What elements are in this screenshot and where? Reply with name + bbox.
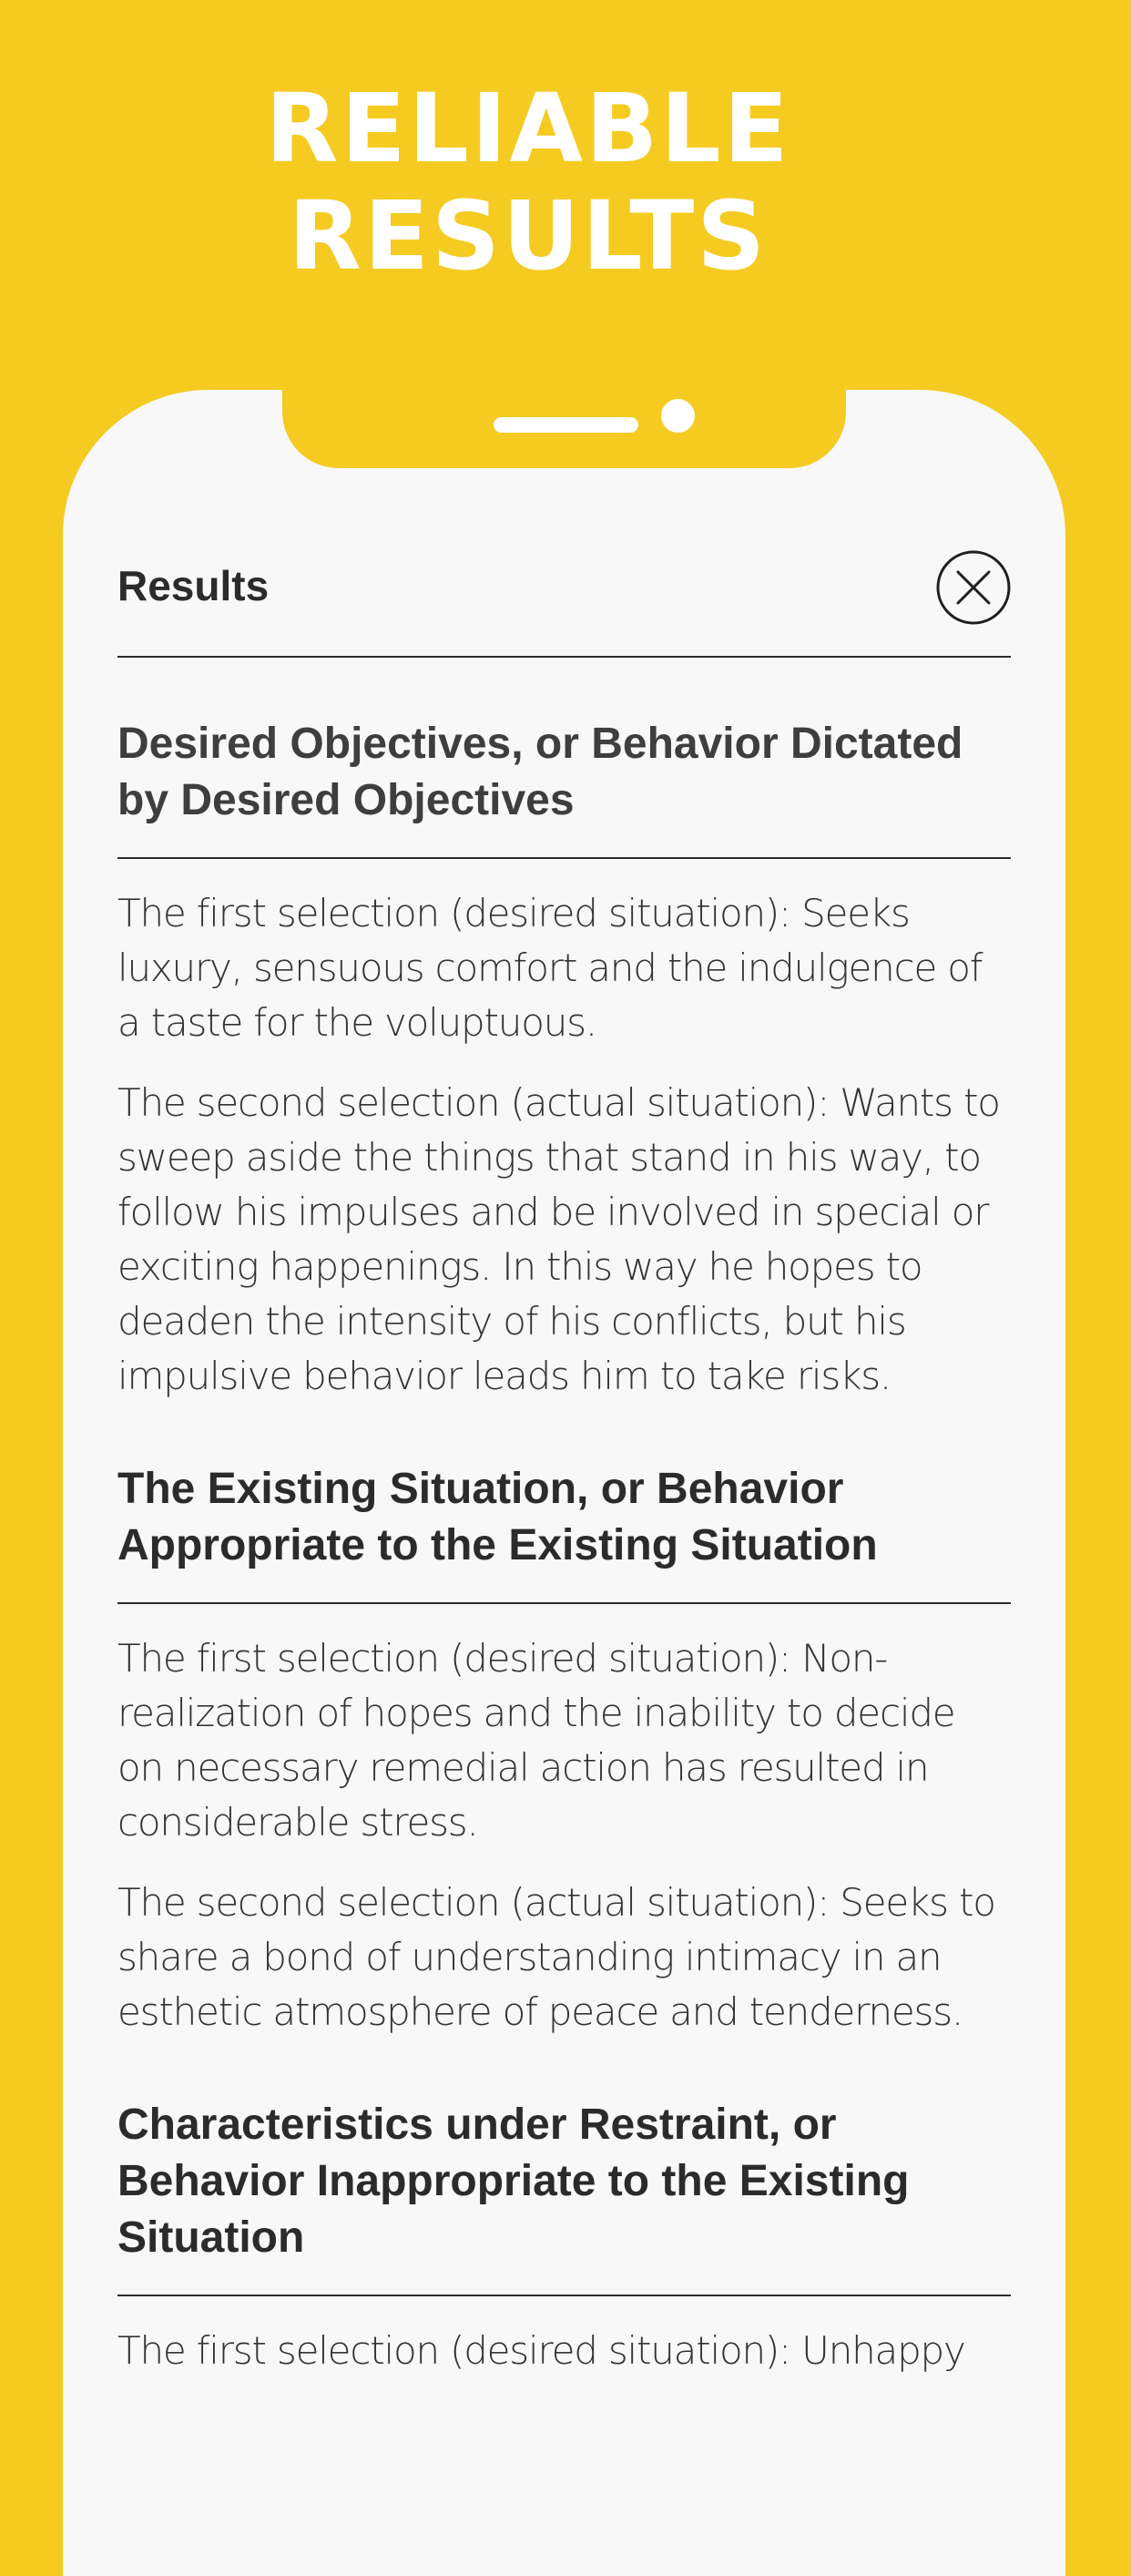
phone-frame (63, 390, 1065, 2576)
section-existing-situation (117, 1404, 1011, 2039)
close-circle-icon (936, 550, 1011, 625)
section-paragraph: The second selection (actual situation): Wants to sweep aside the things that stand in his way, to follow his impulses and be involved in special or exciting happenings. In this way he hopes to deaden the intensity of his conflicts, but his impulsive behavior leads him to take risks. (117, 1080, 1000, 1398)
section-paragraph: The first selection (desired situation): Seeks luxury, sensuous comfort and the indulgence of a taste for the voluptuous. (117, 891, 983, 1045)
section-heading: Desired Objectives, or Behavior Dictated by Desired Objectives (117, 658, 1011, 859)
section-heading: The Existing Situation, or Behavior Appropriate to the Existing Situation (117, 1404, 1011, 1604)
section-paragraph: The first selection (desired situation): Non-realization of hopes and the inability to decide on necessary remedial action has resulted in considerable stress. (117, 1636, 955, 1845)
hero-title (0, 75, 1056, 290)
section-heading: Characteristics under Restraint, or Behavior Inappropriate to the Existing Situation (117, 2039, 1011, 2296)
hero-title-line-2: RESULTS (288, 180, 769, 291)
results-header (117, 390, 1011, 658)
hero-title-line-1: RELIABLE (265, 73, 791, 184)
results-screen (117, 390, 1011, 2378)
section-paragraph: The first selection (desired situation): Unhappy (117, 2328, 965, 2373)
results-title: Results (117, 562, 270, 609)
section-desired-objectives (117, 658, 1011, 1404)
section-paragraph: The second selection (actual situation): Seeks to share a bond of understanding intimacy in an esthetic atmosphere of peace and tenderness. (117, 1880, 995, 2034)
close-button[interactable] (936, 550, 1011, 625)
section-characteristics-under-restraint (117, 2039, 1011, 2378)
